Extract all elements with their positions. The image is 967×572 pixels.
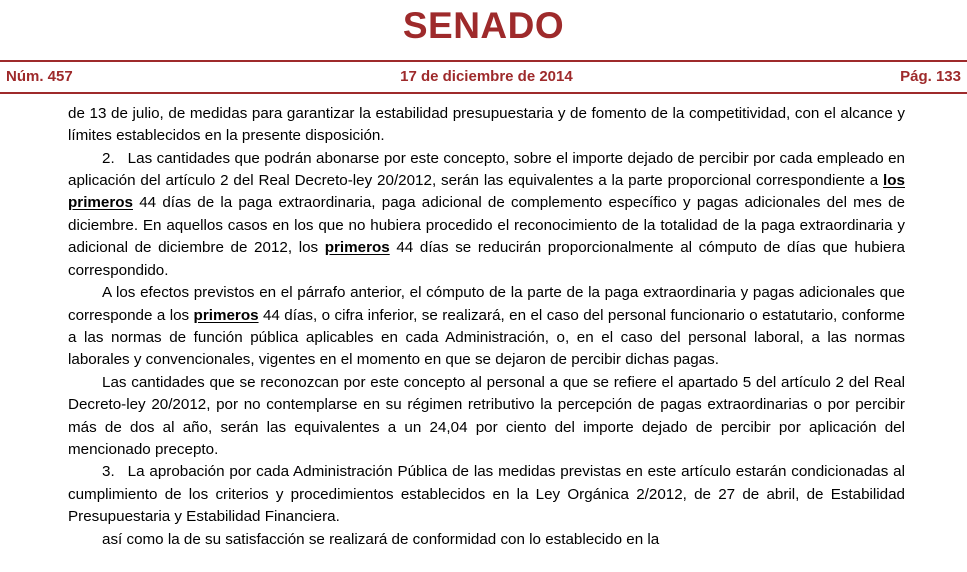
masthead-title: SENADO: [402, 5, 565, 46]
paragraph-text: de 13 de julio, de medidas para garantizar la estabilidad presupuestaria y de fomento de la competitividad, con el alcance y límites establecidos en la presente disposición.: [68, 104, 905, 145]
paragraph-text: así como la de su satisfacción se realizará de conformidad con lo establecido en la: [102, 530, 660, 548]
paragraph-text: 44 días, o cifra inferior, se realizará, en el caso del personal funcionario o estatutario, conforme a las normas de función pública aplicables en cada Administración, o, en el caso del personal laboral, a las normas laborales y convencionales, vigentes en el momento en que se dejaron de percibir dichas pagas.: [68, 306, 905, 369]
header-session-date: 17 de diciembre de 2014: [400, 68, 573, 86]
emphasized-text: primeros: [324, 239, 390, 257]
header-page-number: Pág. 133: [900, 68, 961, 86]
paragraph: [68, 372, 905, 462]
paragraph-text: 44 días se reducirán proporcionalmente al cómputo de días que hubiera correspondido.: [68, 239, 906, 279]
header-info-bar: [0, 62, 967, 92]
paragraph-text: La aprobación por cada Administración Pública de las medidas previstas en este artículo estarán condicionadas al cumplimiento de los criterios y procedimientos establecidos en la Ley Orgánica 2/2012, de 27 de abril, de Estabilidad Presupuestaria y Estabilidad Financiera.: [68, 463, 905, 526]
paragraph-text: 44 días de la paga extraordinaria, paga adicional de complemento específico y pagas adicionales del mes de diciembre. En aquellos casos en los que no hubiera procedido el reconocimiento de la totalidad de la paga extraordinaria y adicional de diciembre de 2012, los: [68, 194, 905, 257]
header-issue-number: Núm. 457: [6, 68, 73, 86]
paragraph: [68, 461, 905, 528]
paragraph-text: Las cantidades que se reconozcan por este concepto al personal a que se refiere el apartado 5 del artículo 2 del Real Decreto-ley 20/2012, por no contemplarse en su régimen retributivo la percepción de pagas extraordinarias o por percibir más de dos al año, serán las equivalentes a un 24,04 por ciento del importe dejado de percibir por aplicación del mencionado precepto.: [68, 373, 905, 458]
masthead: [0, 0, 967, 48]
paragraph: [68, 148, 905, 282]
document-body: [0, 94, 967, 551]
paragraph-number: 2.: [102, 149, 115, 167]
paragraph-text: A los efectos previstos en el párrafo anterior, el cómputo de la parte de la paga extraordinaria y pagas adicionales que corresponde a los: [68, 284, 905, 324]
emphasized-text: primeros: [193, 306, 259, 324]
emphasized-text: los primeros: [68, 172, 905, 212]
paragraph: [68, 529, 905, 551]
paragraph: [68, 103, 905, 148]
paragraph-number: 3.: [102, 463, 115, 481]
paragraph-text: Las cantidades que podrán abonarse por este concepto, sobre el importe dejado de percibir por cada empleado en aplicación del artículo 2 del Real Decreto-ley 20/2012, serán las equivalentes a la parte proporcional correspondiente a: [68, 149, 905, 190]
paragraph: [68, 282, 905, 372]
